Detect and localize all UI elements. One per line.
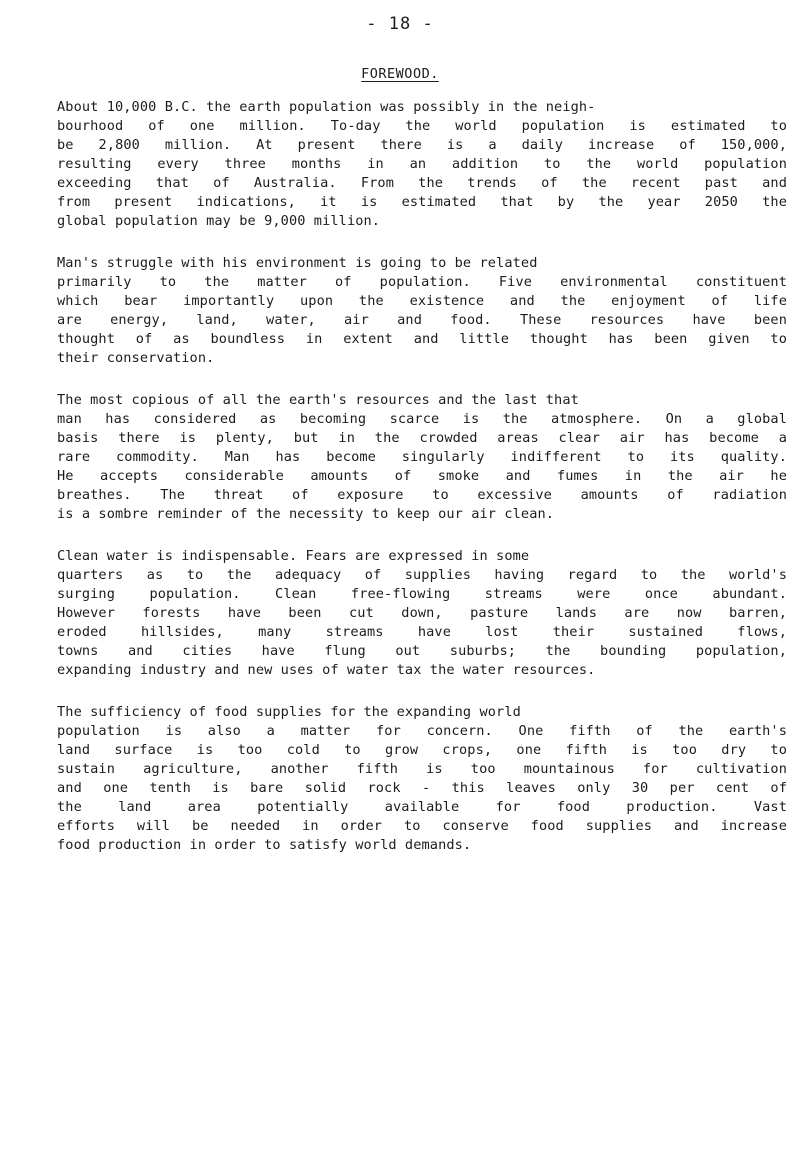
paragraph-2 (57, 254, 787, 368)
text-line: primarily to the matter of population. Five environmental constituent (57, 274, 787, 290)
text-line: Man's struggle with his environment is going to be related (57, 255, 538, 271)
document-body (57, 98, 787, 878)
text-line: bourhood of one million. To-day the world population is estimated to (57, 118, 787, 134)
text-line: the land area potentially available for food production. Vast (57, 799, 787, 815)
text-line: surging population. Clean free-flowing streams were once abundant. (57, 586, 787, 602)
text-line: efforts will be needed in order to conserve food supplies and increase (57, 818, 787, 834)
text-line: which bear importantly upon the existence and the enjoyment of life (57, 293, 787, 309)
paragraph-1 (57, 98, 787, 231)
text-line: food production in order to satisfy world demands. (57, 837, 472, 853)
text-line: exceeding that of Australia. From the trends of the recent past and (57, 175, 787, 191)
page-title: FOREWOOD. (361, 66, 439, 82)
text-line: basis there is plenty, but in the crowded areas clear air has become a (57, 430, 787, 446)
text-line: Clean water is indispensable. Fears are expressed in some (57, 548, 530, 564)
text-line: land surface is too cold to grow crops, one fifth is too dry to (57, 742, 787, 758)
text-line: The sufficiency of food supplies for the expanding world (57, 704, 521, 720)
text-line: man has considered as becoming scarce is the atmosphere. On a global (57, 411, 787, 427)
text-line: eroded hillsides, many streams have lost their sustained flows, (57, 624, 787, 640)
text-line: The most copious of all the earth's resources and the last that (57, 392, 579, 408)
text-line: and one tenth is bare solid rock - this leaves only 30 per cent of (57, 780, 787, 796)
text-line: population is also a matter for concern. One fifth of the earth's (57, 723, 787, 739)
text-line: About 10,000 B.C. the earth population was possibly in the neigh- (57, 99, 596, 115)
text-line: be 2,800 million. At present there is a daily increase of 150,000, (57, 137, 787, 153)
text-line: breathes. The threat of exposure to excessive amounts of radiation (57, 487, 787, 503)
text-line: towns and cities have flung out suburbs; the bounding population, (57, 643, 787, 659)
text-line: expanding industry and new uses of water tax the water resources. (57, 662, 596, 678)
text-line: thought of as boundless in extent and little thought has been given to (57, 331, 787, 347)
paragraph-5 (57, 703, 787, 855)
text-line: resulting every three months in an addition to the world population (57, 156, 787, 172)
text-line: He accepts considerable amounts of smoke and fumes in the air he (57, 468, 787, 484)
text-line: is a sombre reminder of the necessity to keep our air clean. (57, 506, 555, 522)
text-line: rare commodity. Man has become singularly indifferent to its quality. (57, 449, 787, 465)
text-line: from present indications, it is estimated that by the year 2050 the (57, 194, 787, 210)
page-number: - 18 - (366, 14, 434, 34)
text-line: are energy, land, water, air and food. These resources have been (57, 312, 787, 328)
text-line: sustain agriculture, another fifth is too mountainous for cultivation (57, 761, 787, 777)
paragraph-3 (57, 391, 787, 524)
text-line: their conservation. (57, 350, 215, 366)
text-line: quarters as to the adequacy of supplies having regard to the world's (57, 567, 787, 583)
text-line: global population may be 9,000 million. (57, 213, 381, 229)
paragraph-4 (57, 547, 787, 680)
text-line: However forests have been cut down, pasture lands are now barren, (57, 605, 787, 621)
